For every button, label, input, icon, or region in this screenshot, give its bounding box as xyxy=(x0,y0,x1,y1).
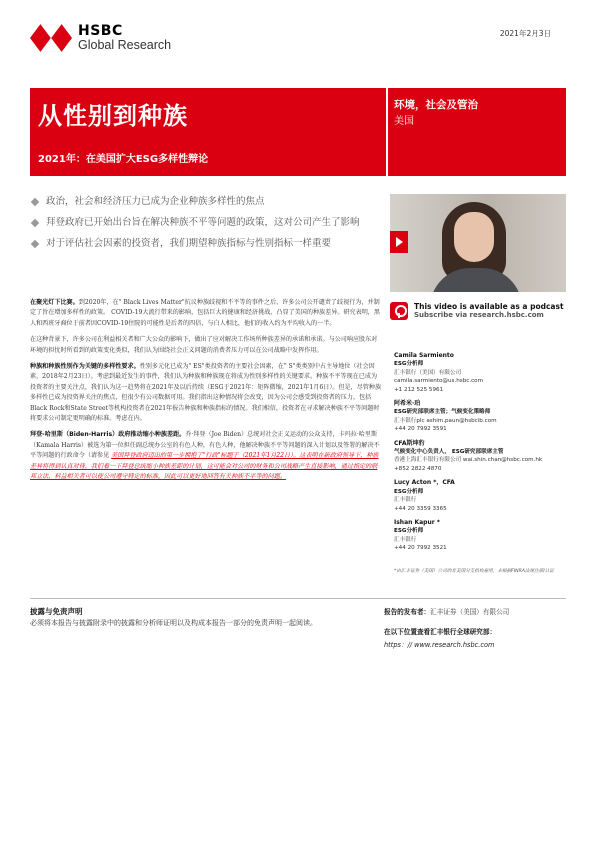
analyst-phone: +44 20 3359 3365 xyxy=(394,505,447,512)
report-date: 2021年2月3日 xyxy=(499,29,551,38)
hsbc-hexagon-logo-icon xyxy=(30,24,72,52)
analyst-role: ESG分析师 xyxy=(394,361,424,368)
paragraph-lead: 种族和种族性别作为关键的多样性要求。 xyxy=(30,363,140,371)
play-icon xyxy=(396,237,403,247)
key-point xyxy=(30,194,386,209)
paragraph-text: 在这种背景下，许多公司在利益相关者和广大公众的影响下，做出了应对解决工作场所种族差异的承诺和承诺。与公司响应股东对环境的担忧时所看到的政策变化类似，我们认为围绕社会正义问题的消费者压力可以在公司战略中发挥作用。 xyxy=(30,336,378,354)
paragraph xyxy=(30,335,382,356)
key-points xyxy=(30,194,386,257)
podcast-available-text: This video is available as a podcast xyxy=(414,301,564,311)
analyst-role: ESG分析师 xyxy=(394,528,424,535)
analyst-footnote: *由汇丰证券（美国）公司的非美国分支机构雇用，未根据FINRA法规注册/认证 xyxy=(394,569,555,574)
paragraph-text: 乔·拜登（Joe Biden）总统对社会正义运动的公众支持，卡玛拉·哈里斯（Kamala Harris）被选为第一位担任副总统办公室的有色人种，有色人种，他解决种族不平等问题的深入计划以及签署的解决不平等问题的行政命令（请参见 xyxy=(30,431,380,460)
podcast-subscribe-link[interactable]: Subscribe via research.hsbc.com xyxy=(414,311,544,320)
analyst-email[interactable]: camila.sarmiento@us.hsbc.com xyxy=(394,378,484,385)
research-label: 在以下位置查看汇丰银行全球研究部： xyxy=(384,628,497,636)
issuer-line xyxy=(384,606,566,616)
analyst-entry xyxy=(394,479,566,513)
analyst-name: Camila Sarmiento xyxy=(394,352,454,359)
analyst-company: 汇丰银行 xyxy=(394,497,417,504)
paragraph-lead: 拜登-哈里斯（Biden-Harris）政府推动缩小种族差距。 xyxy=(30,431,186,439)
analyst-company: 香港上海汇丰银行有限公司 wai.shin.chan@hsbc.com.hk xyxy=(394,457,543,464)
analyst-list xyxy=(394,352,566,559)
analyst-name: Ishan Kapur * xyxy=(394,518,440,526)
analyst-entry xyxy=(394,352,566,394)
paragraph-text: 性别多元化已成为" ES"类投资者的主要社会因素，在" S"类类别中占主导地位（社会因素，2018年2月23日）。考虑到最近发生的事件，我们认为种族和种族现在将成为性别多样性的关键要求。种族不平等现在已成为投资者的主要关注点，我们认为这一趋势将在2021年及以后持续（ESG于2021年：矩阵微缩，2021年1月6日）。但是，尽管种族多样性已成为投资界关注的焦点，但很少有公司数据可用。我们指出这种情况将会改变，因为公司会感受到投资者的压力，包括Black Rock和State Street等机构投资者在2021年报告种族和种族指标的情况。我们相信，投资者在寻求解决种族不平等问题时将要求公司制定更明确的标准。考虑在内。 xyxy=(30,363,382,423)
podcast-icon xyxy=(390,302,408,320)
analyst-role: 气候变化中心负责人， ESG研究部联席主管 xyxy=(394,449,504,456)
report-link[interactable]: 美国拜登政府迈出的第一步拥抱了"行政"标题于（2021年1月22日）。这表明在新政府领导下，种族差异将得到认真对待，我们看一下拜登总统缩小种族差距的计划，这可能会对公司的财务和公司战略产生直接影响，通过指定的联邦立法，料益相关者可以使公司遵守特定的标准，因此可以更好地回答有关种族不平等的问题。 xyxy=(30,452,379,481)
article-body xyxy=(30,298,382,489)
analyst-role: ESG分析师 xyxy=(394,488,424,495)
paragraph xyxy=(30,430,382,482)
analyst-entry xyxy=(394,400,566,434)
page-subtitle: 2021年：在美国扩大ESG多样性辩论 xyxy=(38,154,209,165)
paragraph xyxy=(30,362,382,424)
brand-name: HSBC xyxy=(78,23,123,40)
page-title: 从性别到种族 xyxy=(38,102,188,130)
key-point xyxy=(30,215,386,230)
diamond-bullet-icon xyxy=(31,219,39,227)
issuer-label: 报告的发布者： xyxy=(384,608,431,616)
diamond-bullet-icon xyxy=(31,198,39,206)
podcast-link[interactable] xyxy=(390,298,566,324)
paragraph xyxy=(30,298,382,329)
diamond-bullet-icon xyxy=(31,240,39,248)
category-banner xyxy=(388,88,566,176)
paragraph-text: 到2020年，在" Black Lives Matter"抗议种族歧视和不平等的事件之后，许多公司公开谴责了歧视行为，并制定了旨在增加多样性的政策。 COVID-19大流行带来的影响，包括巨大的健康和经济挑战，凸显了美国的种族差异。研究表明，黑人和西班牙裔位于前者因COVID-19住院的可能性是后者的四倍，与白人相比，他们的收入约为平均收入的一半。 xyxy=(30,299,380,327)
analyst-name: CFA斯坤豹 xyxy=(394,439,425,447)
analyst-phone: +44 20 7992 3521 xyxy=(394,545,447,552)
video-thumbnail[interactable] xyxy=(390,194,566,292)
key-point-text: 拜登政府已开始出台旨在解决种族不平等问题的政策，这对公司产生了影响 xyxy=(46,217,360,228)
analyst-entry xyxy=(394,519,566,553)
key-point xyxy=(30,236,386,251)
brand-subtitle: Global Research xyxy=(78,37,172,52)
analyst-name: Lucy Acton *，CFA xyxy=(394,479,455,487)
analyst-phone: +44 20 7992 3591 xyxy=(394,426,447,433)
disclosure-text: 必须将本报告与披露附录中的披露和分析师证明以及构成本报告一部分的免责声明一起阅读。 xyxy=(30,619,317,627)
title-banner xyxy=(30,88,386,176)
key-point-text: 对于评估社会因素的投资者，我们期望种族指标与性别指标一样重要 xyxy=(46,238,332,249)
key-point-text: 政治，社会和经济压力已成为企业种族多样性的焦点 xyxy=(46,196,265,207)
analyst-phone: +1 212 525 5961 xyxy=(394,386,444,393)
analyst-company: 汇丰银行plc ashim.paun@hsbcib.com xyxy=(394,417,497,424)
analyst-phone: +852 2822 4870 xyxy=(394,465,442,472)
brand-logo xyxy=(30,24,171,52)
category-region: 美国 xyxy=(394,116,414,127)
research-url-link[interactable]: https：// www.research.hsbc.com xyxy=(384,641,495,649)
section-divider xyxy=(30,598,566,599)
analyst-entry xyxy=(394,440,566,474)
category-title: 环境，社会及管治 xyxy=(394,99,478,111)
analyst-company: 汇丰银行 xyxy=(394,536,417,543)
analyst-company: 汇丰银行（美国）有限公司 xyxy=(394,369,462,376)
paragraph-lead: 在聚光灯下比赛。 xyxy=(30,299,79,306)
play-button[interactable] xyxy=(390,231,408,253)
analyst-name: 阿希米·珀 xyxy=(394,400,421,408)
issuer-value: 汇丰证券（美国）有限公司 xyxy=(430,608,510,616)
disclosure-title: 披露与免责声明 xyxy=(30,607,83,616)
analyst-role: ESG研究部联席主管；气候变化策略师 xyxy=(394,409,491,416)
